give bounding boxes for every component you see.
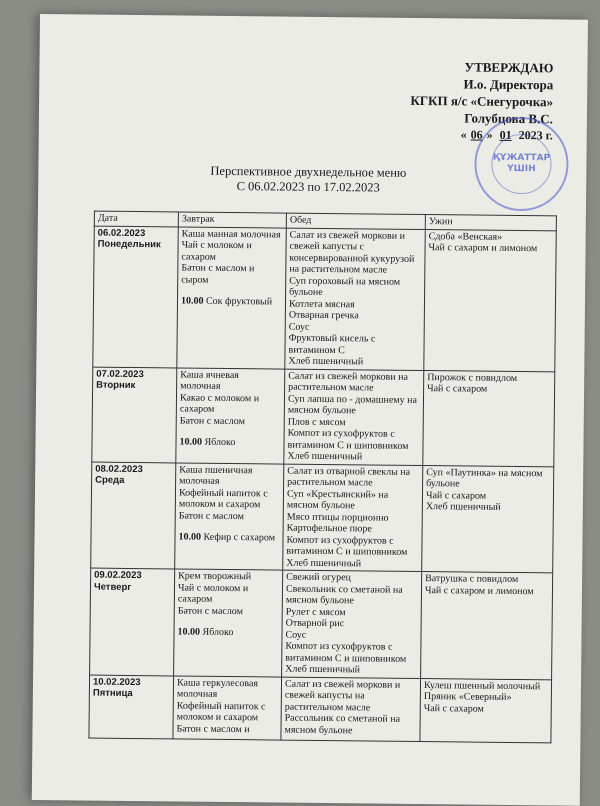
lunch-item: Соус: [285, 629, 307, 641]
row-weekday: Вторник: [96, 379, 136, 392]
table-row: [93, 226, 556, 372]
date-cell: [89, 675, 174, 739]
breakfast-cell: [175, 462, 284, 570]
breakfast-item: Какао с молоком и сахаром: [179, 391, 260, 415]
header-breakfast: Завтрак: [178, 212, 286, 228]
dinner-cell: [424, 229, 556, 371]
header-lunch: Обед: [286, 213, 425, 229]
menu-document: [32, 14, 588, 806]
breakfast-item: Батон с маслом и: [176, 722, 250, 735]
lunch-item: Котлета мясная: [288, 298, 355, 310]
breakfast-item: Чай с молоком и сахаром: [181, 239, 252, 263]
snack-item: [177, 626, 278, 639]
dinner-item: Пирожок с повидлом: [427, 371, 518, 384]
lunch-item: Салат из свежей моркови и свежей капусты с консервированной кукурузой на растительном масле: [289, 229, 415, 276]
dinner-item: Ватрушка с повидлом: [425, 573, 519, 586]
dinner-item: Сдоба «Венская»: [428, 230, 503, 243]
breakfast-item: Каша геркулесовая молочная: [176, 676, 259, 700]
lunch-item: Салат из свежей моркови на растительном масле: [288, 370, 408, 394]
header-date: Дата: [94, 211, 178, 226]
snack-item: [181, 295, 282, 308]
row-date: 06.02.2023: [97, 227, 146, 239]
dinner-item: Чай с сахаром: [425, 489, 487, 502]
lunch-item: Плов с мясом: [287, 416, 346, 428]
lunch-item: Компот из сухофруктов с витамином С и шиповником: [286, 534, 408, 558]
approval-date-day: 06: [470, 127, 483, 142]
snack-name: Сок фруктовый: [205, 295, 273, 308]
row-weekday: Пятница: [92, 687, 133, 700]
row-date: 08.02.2023: [95, 463, 143, 475]
lunch-item: Рулет с мясом: [285, 606, 346, 618]
lunch-item: Хлеб пшеничный: [285, 663, 361, 676]
dinner-item: Чай с сахаром: [423, 702, 484, 715]
breakfast-item: Каша ячневая молочная: [180, 368, 239, 392]
approval-date-year: 2023 г.: [518, 128, 553, 143]
lunch-cell: [283, 464, 423, 572]
table-row: [92, 367, 555, 467]
breakfast-item: Батон с маслом: [177, 604, 244, 617]
menu-table: [88, 211, 556, 743]
lunch-item: Картофельное пюре: [286, 522, 372, 535]
lunch-item: Суп лапша по - домашнему на мясном бульоне: [287, 393, 417, 417]
breakfast-item: Каша пшеничная молочная: [179, 463, 253, 487]
breakfast-item: Батон с маслом: [179, 414, 246, 427]
approval-date-month: 01: [499, 127, 512, 142]
lunch-item: Салат из свежей моркови и свежей капусты на растительном масле: [284, 678, 401, 713]
dinner-cell: [423, 370, 555, 466]
lunch-cell: [281, 677, 421, 741]
lunch-item: Салат из отварной свеклы на растительном масле: [287, 465, 411, 489]
breakfast-cell: [176, 367, 285, 463]
header-dinner: Ужин: [425, 215, 556, 231]
title-line-1: Перспективное двухнедельное меню: [210, 163, 407, 180]
approval-signatory: Голубцова В.С.: [464, 110, 554, 127]
row-weekday: Понедельник: [97, 238, 161, 251]
date-cell: [91, 462, 176, 569]
breakfast-cell: [177, 226, 286, 368]
breakfast-item: Батон с маслом и сыром: [181, 262, 255, 286]
date-cell: [90, 568, 175, 675]
lunch-item: Хлеб пшеничный: [288, 355, 364, 368]
lunch-item: Фруктовый кисель с витамином С: [288, 332, 376, 356]
stamp-text-1: ҚҰЖАТТАР: [492, 152, 551, 164]
approval-organization: КГКП я/с «Снегурочка»: [410, 92, 554, 110]
dinner-cell: [422, 465, 554, 573]
dinner-cell: [420, 678, 552, 742]
lunch-item: Суп гороховый на мясном бульоне: [289, 275, 401, 298]
dinner-item: Суп «Паутинка» на мясном бульоне: [426, 466, 543, 490]
lunch-item: Свежий огурец: [286, 571, 351, 584]
breakfast-item: Кофейный напиток с молоком и сахаром: [176, 699, 266, 724]
breakfast-item: Каша манная молочная: [181, 227, 281, 241]
snack-time: 10.00: [178, 531, 202, 543]
snack-name: Кефир с сахаром: [203, 531, 276, 544]
lunch-item: Хлеб пшеничный: [286, 557, 362, 569]
dinner-item: Чай с сахаром и лимоном: [428, 242, 538, 255]
lunch-cell: [282, 570, 422, 678]
lunch-item: Свекольник со сметаной на мясном бульоне: [285, 583, 403, 607]
row-weekday: Среда: [95, 474, 125, 486]
lunch-item: Суп «Крестьянский» на мясном бульоне: [286, 488, 389, 512]
snack-time: 10.00: [179, 436, 203, 448]
stamp-text-2: ҮШІН: [507, 163, 536, 175]
lunch-item: Рассольник со сметаной на мясном бульоне: [284, 712, 401, 736]
row-date: 07.02.2023: [96, 368, 144, 380]
lunch-item: Соус: [288, 321, 310, 333]
dinner-item: Хлеб пшеничный: [425, 501, 501, 513]
date-cell: [92, 367, 177, 463]
row-weekday: Четверг: [93, 581, 132, 593]
approval-position: И.о. Директора: [463, 76, 554, 93]
lunch-cell: [284, 369, 424, 465]
lunch-cell: [285, 228, 425, 370]
official-stamp: [474, 117, 569, 212]
breakfast-item: Батон с маслом: [178, 509, 245, 522]
row-date: 10.02.2023: [92, 676, 141, 688]
snack-item: [179, 436, 280, 449]
dinner-item: Чай с сахаром и лимоном: [424, 584, 534, 597]
lunch-item: Мясо птицы порционно: [286, 511, 389, 524]
snack-name: Яблоко: [204, 436, 236, 449]
approval-heading: УТВЕРЖДАЮ: [464, 59, 554, 76]
breakfast-cell: [174, 569, 283, 677]
dinner-item: Чай с сахаром: [427, 383, 488, 395]
breakfast-item: Крем творожный: [178, 570, 252, 583]
approval-date: « 06 » 01 2023 г.: [460, 127, 553, 143]
lunch-item: Компот из сухофруктов с витамином С и шиповником: [285, 640, 407, 665]
table-row: [90, 568, 553, 679]
row-date: 09.02.2023: [94, 569, 142, 582]
table-row: [91, 462, 554, 573]
date-cell: [93, 226, 178, 368]
snack-time: 10.00: [180, 295, 204, 307]
snack-item: [178, 531, 279, 544]
lunch-item: Отварная гречка: [288, 309, 359, 322]
table-row: [89, 675, 552, 743]
lunch-item: Хлеб пшеничный: [287, 450, 363, 463]
lunch-item: Компот из сухофруктов с витамином С и шиповником: [287, 427, 409, 452]
dinner-cell: [421, 572, 553, 680]
document-title: [188, 164, 428, 197]
snack-time: 10.00: [177, 626, 201, 638]
snack-name: Яблоко: [202, 626, 234, 639]
lunch-item: Отварной рис: [285, 617, 345, 630]
dinner-item: Пряник «Северный»: [423, 691, 512, 703]
dinner-item: Кулеш пшенный молочный: [423, 679, 541, 692]
breakfast-cell: [173, 675, 282, 739]
title-line-2: С 06.02.2023 по 17.02.2023: [236, 179, 380, 195]
breakfast-item: Чай с молоком и сахаром: [177, 581, 249, 605]
breakfast-item: Кофейный напиток с молоком и сахаром: [178, 486, 268, 511]
